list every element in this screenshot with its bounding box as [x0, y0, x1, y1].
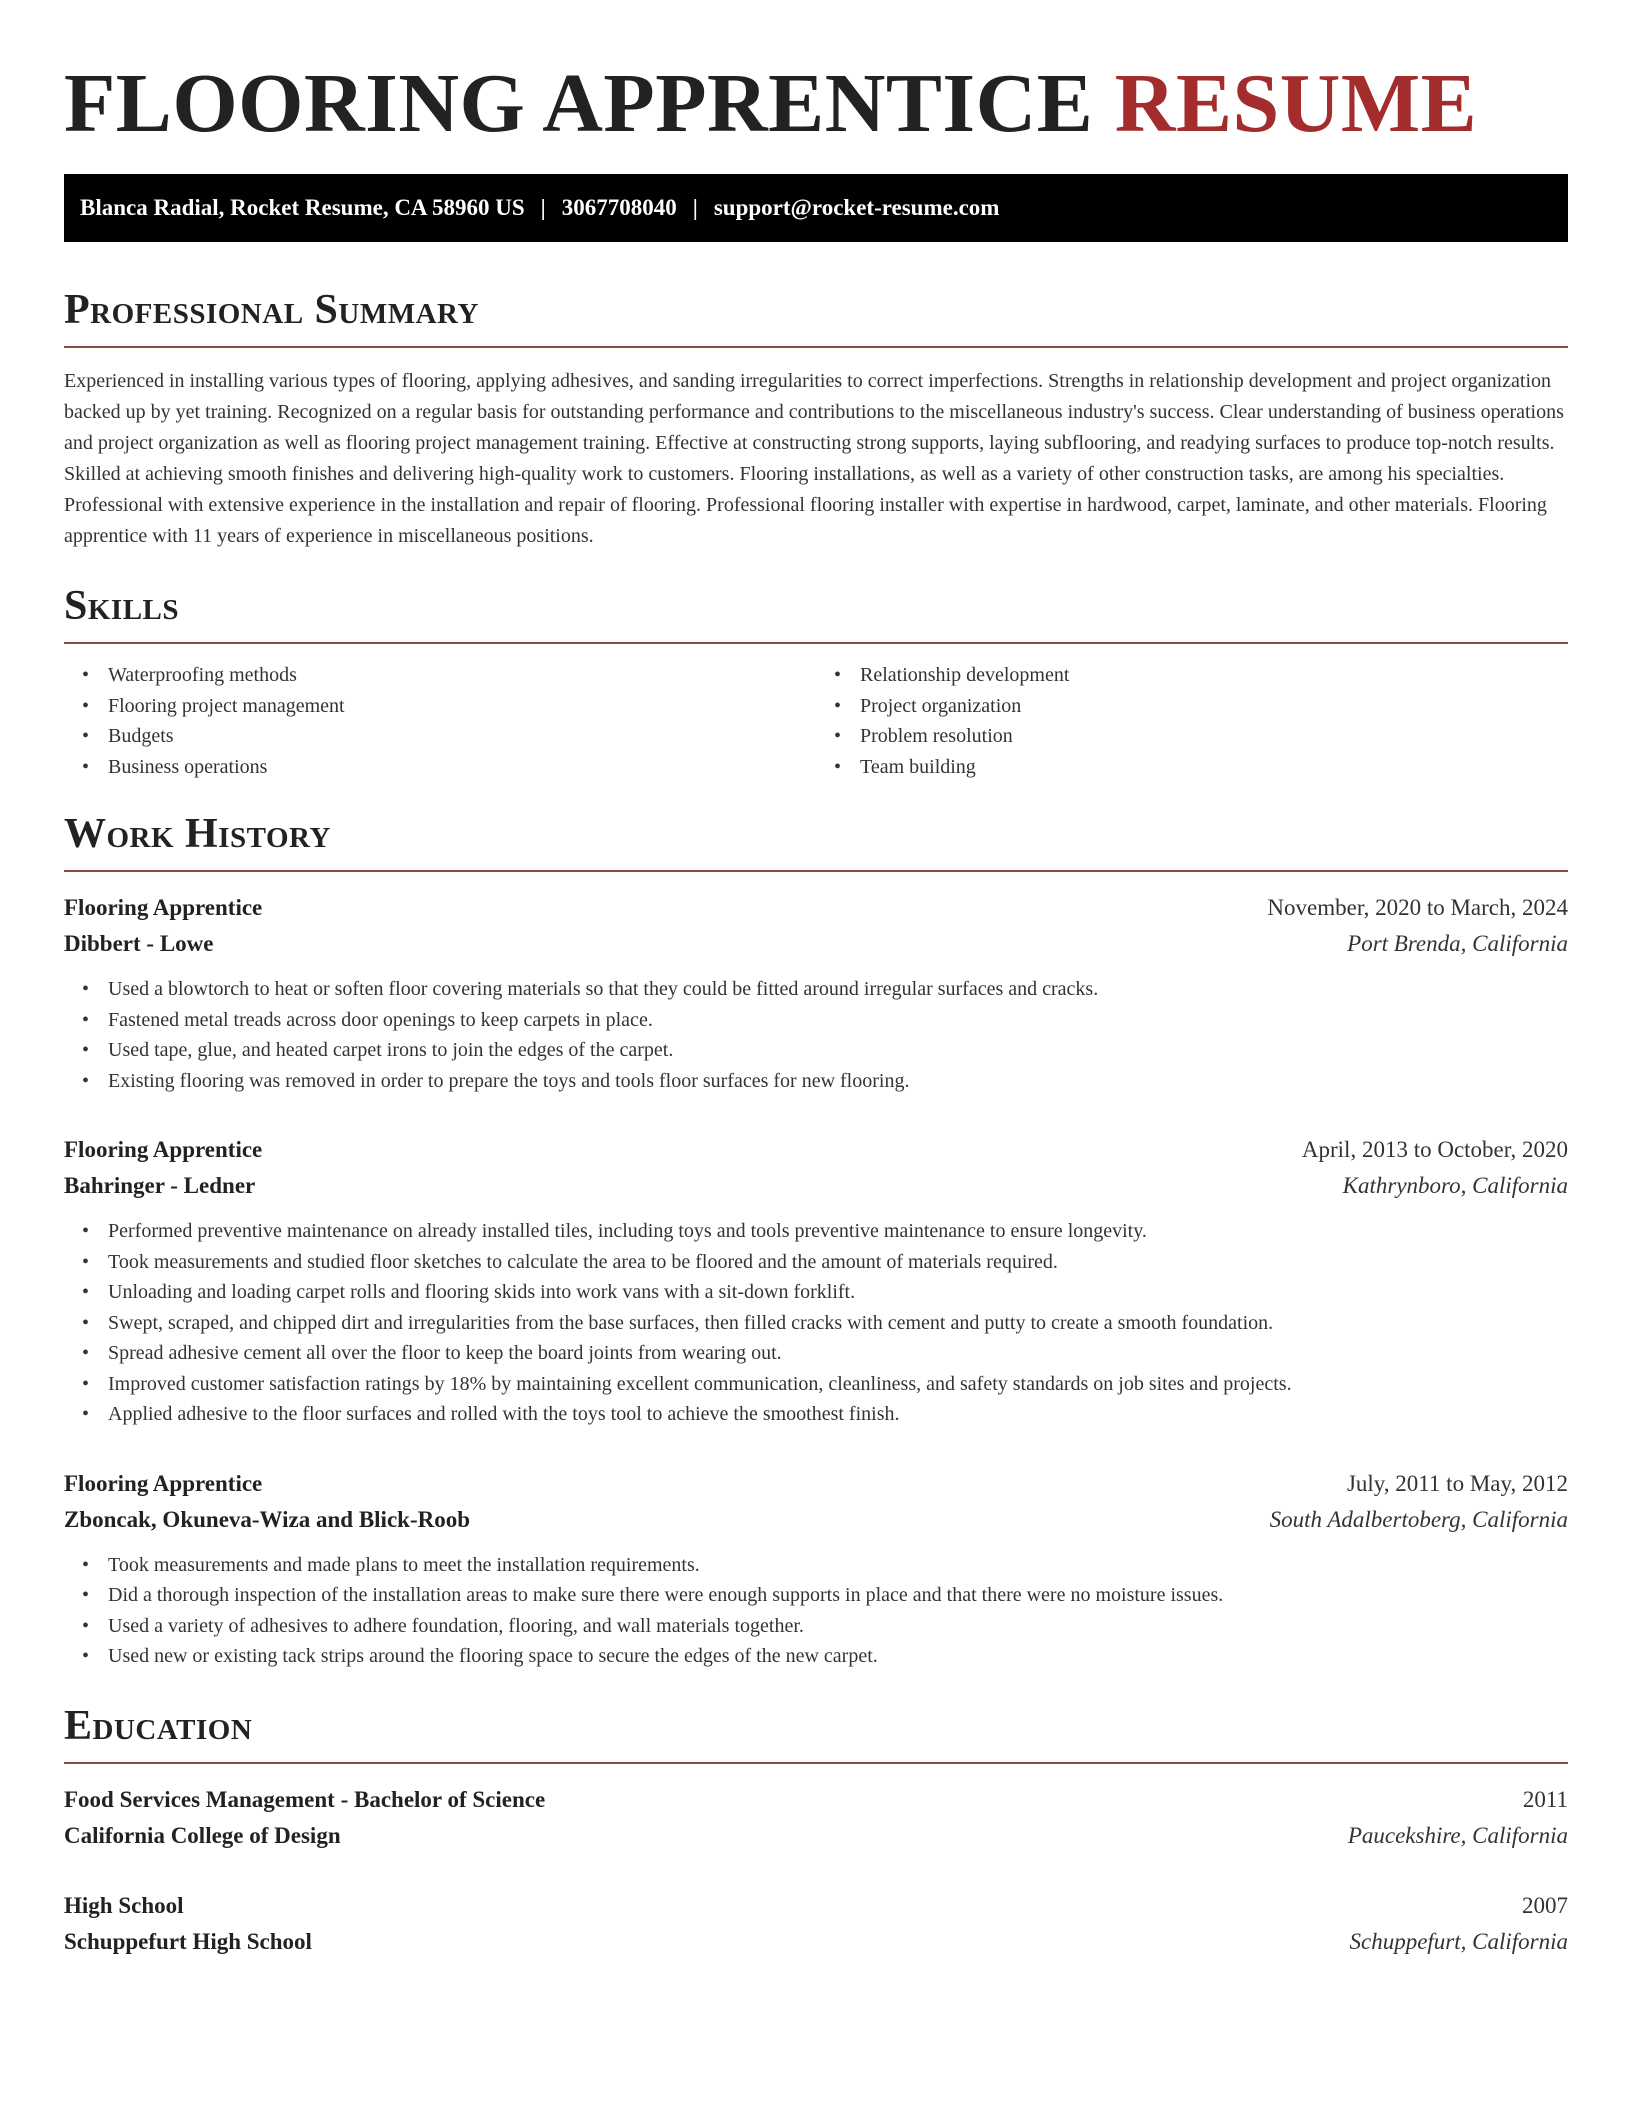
job-bullet: • Existing flooring was removed in order to prepare the toys and tools floor surfaces for new flooring.: [108, 1066, 1568, 1097]
job-company: Dibbert - Lowe: [64, 931, 214, 956]
contact-email: support@rocket-resume.com: [713, 195, 1000, 220]
skill-item: • Budgets: [108, 721, 816, 752]
job-bullets: [64, 1216, 1568, 1430]
job-header-row: [64, 1466, 1568, 1502]
job-bullet: • Used new or existing tack strips around the flooring space to secure the edges of the new carpet.: [108, 1641, 1568, 1672]
job-bullet: • Performed preventive maintenance on already installed tiles, including toys and tools preventive maintenance to ensure longevity.: [108, 1216, 1568, 1247]
section-title-summary: Professional Summary: [64, 287, 479, 333]
job-company-row: [64, 1502, 1568, 1538]
job-dates: April, 2013 to October, 2020: [1301, 1137, 1568, 1162]
job-bullet: • Did a thorough inspection of the installation areas to make sure there were enough supports in place and that there were no moisture issues.: [108, 1580, 1568, 1611]
job-bullet: • Used a blowtorch to heat or soften floor covering materials so that they could be fitted around irregular surfaces and cracks.: [108, 974, 1568, 1005]
job-entry: [64, 1466, 1568, 1672]
job-dates: November, 2020 to March, 2024: [1267, 895, 1568, 920]
job-company: Zboncak, Okuneva-Wiza and Blick-Roob: [64, 1506, 471, 1532]
education-school: Schuppefurt High School: [64, 1928, 312, 1954]
skill-item: • Project organization: [860, 691, 1568, 722]
skills-column-right: [816, 660, 1568, 782]
job-bullets: [64, 974, 1568, 1096]
contact-bar: [64, 174, 1568, 242]
education-degree: Food Services Management - Bachelor of Science: [64, 1786, 546, 1812]
contact-address: Blanca Radial, Rocket Resume, CA 58960 US: [80, 195, 525, 220]
job-bullet: • Took measurements and studied floor sketches to calculate the area to be floored and the amount of materials required.: [108, 1247, 1568, 1278]
education-year: 2007: [1522, 1892, 1568, 1918]
skill-item: • Team building: [860, 752, 1568, 783]
resume-title: [64, 56, 1568, 152]
job-title: Flooring Apprentice: [64, 895, 263, 920]
title-main: FLOORING APPRENTICE: [64, 57, 1094, 150]
education-section: [64, 1702, 1568, 1960]
skill-item: • Relationship development: [860, 660, 1568, 691]
job-location: Port Brenda, California: [1347, 931, 1568, 956]
section-title-skills: Skills: [64, 583, 180, 629]
section-divider: [64, 1762, 1568, 1764]
job-bullet: • Applied adhesive to the floor surfaces and rolled with the toys tool to achieve the smoothest finish.: [108, 1399, 1568, 1430]
education-location: Paucekshire, California: [1347, 1822, 1568, 1848]
skills-section: [64, 582, 1568, 782]
job-bullet: • Spread adhesive cement all over the floor to keep the board joints from wearing out.: [108, 1338, 1568, 1369]
education-entry: [64, 1888, 1568, 1960]
job-location: South Adalbertoberg, California: [1269, 1506, 1568, 1532]
job-entry: [64, 1132, 1568, 1430]
section-title-work-history: Work History: [64, 811, 331, 857]
summary-text: Experienced in installing various types of flooring, applying adhesives, and sanding irregularities to correct imperfections. Strengths in relationship development and project organization backed up by yet training. Recognized on a regular basis for outstanding performance and contributions to the miscellaneous industry's success. Clear understanding of business operations and project organization as well as flooring project management training. Effective at constructing strong supports, laying subflooring, and readying surfaces to produce top-notch results. Skilled at achieving smooth finishes and delivering high-quality work to customers. Flooring installations, as well as a variety of other construction tasks, are among his specialties. Professional with extensive experience in the installation and repair of flooring. Professional flooring installer with expertise in hardwood, carpet, laminate, and other materials. Flooring apprentice with 11 years of experience in miscellaneous positions.: [64, 370, 1564, 547]
job-location: Kathrynboro, California: [1342, 1173, 1568, 1198]
job-bullet: • Fastened metal treads across door openings to keep carpets in place.: [108, 1005, 1568, 1036]
skill-item: • Waterproofing methods: [108, 660, 816, 691]
job-bullet: • Swept, scraped, and chipped dirt and irregularities from the base surfaces, then filled cracks with cement and putty to create a smooth foundation.: [108, 1308, 1568, 1339]
contact-phone: 3067708040: [561, 195, 677, 220]
job-dates: July, 2011 to May, 2012: [1346, 1470, 1568, 1496]
skill-item: • Business operations: [108, 752, 816, 783]
job-bullet: • Improved customer satisfaction ratings by 18% by maintaining excellent communication, cleanliness, and safety standards on job sites and projects.: [108, 1369, 1568, 1400]
job-header-row: [64, 890, 1568, 926]
education-school-row: [64, 1924, 1568, 1960]
job-bullet: • Used a variety of adhesives to adhere foundation, flooring, and wall materials together.: [108, 1611, 1568, 1642]
job-entry: [64, 890, 1568, 1096]
job-company: Bahringer - Ledner: [64, 1173, 256, 1198]
job-title: Flooring Apprentice: [64, 1137, 263, 1162]
job-bullets: [64, 1550, 1568, 1672]
job-company-row: [64, 1168, 1568, 1204]
title-accent: RESUME: [1114, 57, 1478, 150]
job-bullet: • Unloading and loading carpet rolls and flooring skids into work vans with a sit-down forklift.: [108, 1277, 1568, 1308]
job-company-row: [64, 926, 1568, 962]
education-header-row: [64, 1782, 1568, 1818]
skill-item: • Flooring project management: [108, 691, 816, 722]
education-location: Schuppefurt, California: [1349, 1928, 1568, 1954]
job-title: Flooring Apprentice: [64, 1470, 263, 1496]
section-divider: [64, 870, 1568, 872]
skills-list: [64, 660, 1568, 782]
job-header-row: [64, 1132, 1568, 1168]
education-school: California College of Design: [64, 1822, 341, 1848]
summary-section: [64, 286, 1568, 552]
job-bullet: • Took measurements and made plans to meet the installation requirements.: [108, 1550, 1568, 1581]
education-school-row: [64, 1818, 1568, 1854]
skills-column-left: [64, 660, 816, 782]
education-degree: High School: [64, 1892, 184, 1918]
section-title-education: Education: [64, 1702, 253, 1749]
education-entry: [64, 1782, 1568, 1854]
work-history-section: [64, 810, 1568, 1672]
education-year: 2011: [1522, 1786, 1568, 1812]
section-divider: [64, 346, 1568, 348]
contact-separator: |: [692, 195, 698, 220]
skill-item: • Problem resolution: [860, 721, 1568, 752]
education-header-row: [64, 1888, 1568, 1924]
section-divider: [64, 642, 1568, 644]
job-bullet: • Used tape, glue, and heated carpet irons to join the edges of the carpet.: [108, 1035, 1568, 1066]
contact-separator: |: [540, 195, 546, 220]
